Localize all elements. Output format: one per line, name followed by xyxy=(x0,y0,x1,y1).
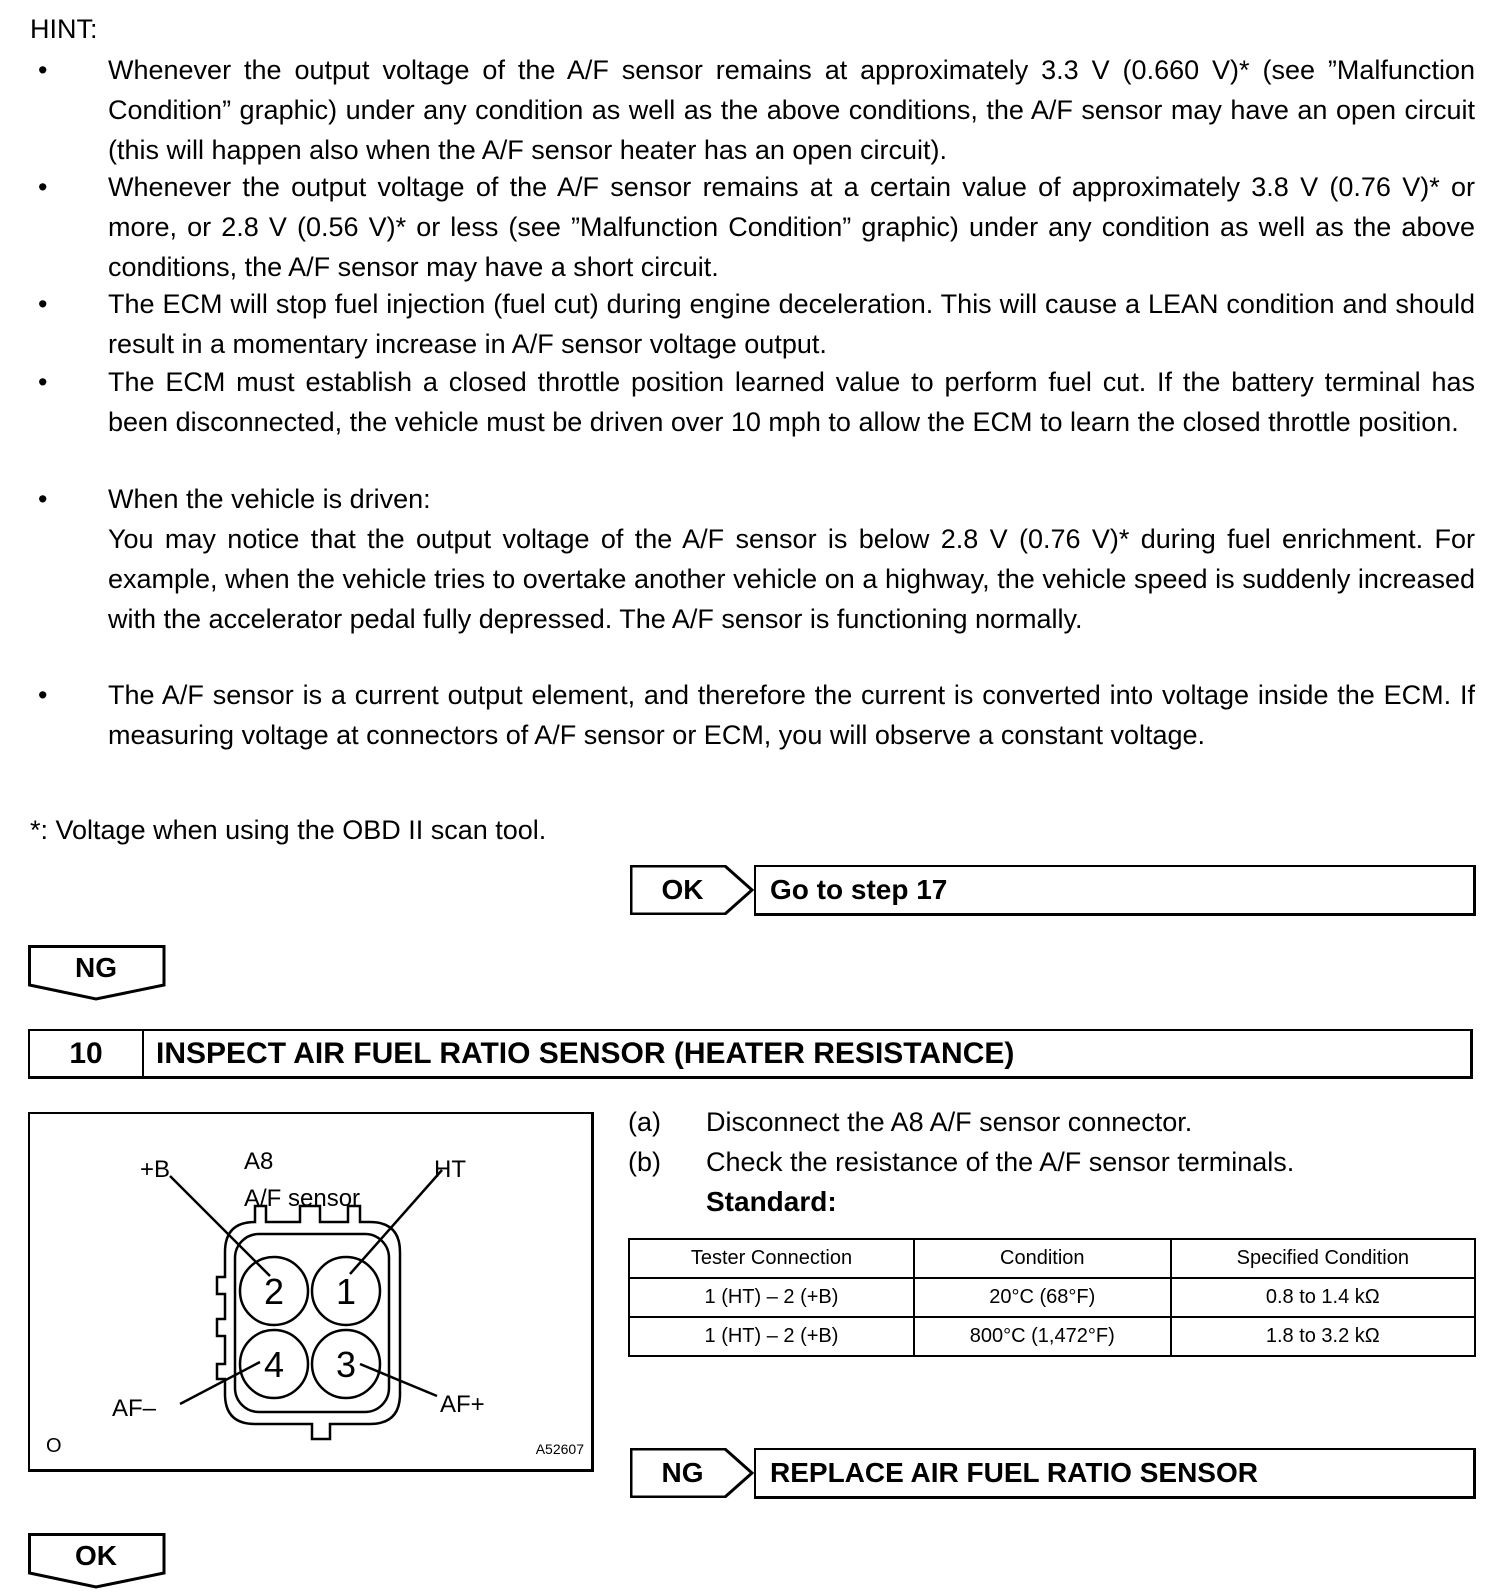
step-number: 10 xyxy=(30,1031,144,1076)
standard-label: Standard: xyxy=(706,1186,837,1217)
ng-branch-tag xyxy=(28,945,168,1001)
spec-header-row xyxy=(629,1239,1475,1278)
corner-mark: O xyxy=(46,1435,62,1457)
pin-label-2: 2 xyxy=(263,1271,285,1312)
ng-branch-label: NG xyxy=(75,952,117,983)
instruction-text: Disconnect the A8 A/F sensor connector. xyxy=(706,1107,1193,1137)
spec-cell: 0.8 to 1.4 kΩ xyxy=(1171,1278,1475,1317)
connector-housing xyxy=(217,1206,400,1439)
label-af-plus: AF+ xyxy=(440,1391,485,1418)
step-title: INSPECT AIR FUEL RATIO SENSOR (HEATER RESISTANCE) xyxy=(156,1037,1015,1070)
hint-item-text: Whenever the output voltage of the A/F sensor remains at a certain value of approximately 3.8 V (0.76 V)* or more, or 2.8 V (0.56 V)* or less (see ”Malfunction Condition” graphic) under any condition as well as the above conditions, the A/F sensor may have a short circuit. xyxy=(108,172,1475,282)
pin-label-4: 4 xyxy=(263,1344,285,1385)
hint-item-lead: When the vehicle is driven: xyxy=(108,484,431,514)
bullet-icon: • xyxy=(38,367,48,397)
hint-item-2 xyxy=(30,167,1475,284)
hint-item-6 xyxy=(30,675,1475,792)
figure-code: A52607 xyxy=(535,1441,584,1457)
connector-id: A8 xyxy=(244,1148,274,1175)
hint-item-text: The ECM must establish a closed throttle position learned value to perform fuel cut. If the battery terminal has been disconnected, the vehicle must be driven over 10 mph to allow the ECM to learn the closed throttle position. xyxy=(108,367,1475,437)
instruction-label: (b) xyxy=(628,1147,661,1177)
hint-item-4 xyxy=(30,362,1475,479)
ok-tag-label: OK xyxy=(661,874,704,905)
spec-cell: 20°C (68°F) xyxy=(914,1278,1171,1317)
leader-af-plus xyxy=(360,1364,437,1396)
bullet-icon: • xyxy=(38,55,48,85)
bullet-icon: • xyxy=(38,484,48,514)
hint-item-text: Whenever the output voltage of the A/F sensor remains at approximately 3.3 V (0.660 V)* (see ”Malfunction Condition” graphic) under any condition as well as the above conditions, the A/F sensor may have an open circuit (this will happen also when the A/F sensor heater has an open circuit). xyxy=(108,55,1475,165)
spec-cell: 1.8 to 3.2 kΩ xyxy=(1171,1317,1475,1356)
bullet-icon: • xyxy=(38,680,48,710)
spec-header-cell: Tester Connection xyxy=(629,1239,914,1278)
ng-tag xyxy=(630,1448,754,1498)
hint-item-text: You may notice that the output voltage of the A/F sensor is below 2.8 V (0.76 V)* during fuel enrichment. For example, when the vehicle tries to overtake another vehicle on a highway, the vehicle speed is suddenly increased with the accelerator pedal fully depressed. The A/F sensor is functioning normally. xyxy=(108,524,1475,634)
hint-title: HINT: xyxy=(30,14,98,44)
ok-tag xyxy=(630,865,754,915)
ok-destination: Go to step 17 xyxy=(754,865,1476,916)
instruction-label: (a) xyxy=(628,1107,661,1137)
spec-row xyxy=(629,1317,1475,1356)
ng-result-box xyxy=(630,1448,1475,1498)
ok-branch-label: OK xyxy=(75,1540,117,1571)
bullet-icon: • xyxy=(38,289,48,319)
hint-item-5 xyxy=(30,479,1475,675)
instruction-text: Check the resistance of the A/F sensor terminals. xyxy=(706,1147,1295,1177)
bullet-icon: • xyxy=(38,172,48,202)
hint-list xyxy=(30,50,1475,792)
connector-name: A/F sensor xyxy=(244,1185,361,1212)
spec-header-cell: Specified Condition xyxy=(1171,1239,1475,1278)
ok-result-box xyxy=(630,865,1475,915)
spec-cell: 1 (HT) – 2 (+B) xyxy=(629,1317,914,1356)
hint-item-text: The ECM will stop fuel injection (fuel cut) during engine deceleration. This will cause a LEAN condition and should result in a momentary increase in A/F sensor voltage output. xyxy=(108,289,1475,359)
step-header xyxy=(28,1029,1473,1079)
ng-destination: REPLACE AIR FUEL RATIO SENSOR xyxy=(754,1448,1476,1499)
label-af-minus: AF– xyxy=(112,1395,157,1422)
label-ht: HT xyxy=(434,1156,466,1183)
label-plus-b: +B xyxy=(140,1156,171,1183)
ok-branch-tag xyxy=(28,1533,168,1589)
connector-diagram xyxy=(30,1114,592,1470)
connector-figure xyxy=(28,1112,594,1472)
hint-item-text: The A/F sensor is a current output element, and therefore the current is converted into voltage inside the ECM. If measuring voltage at connectors of A/F sensor or ECM, you will observe a constant voltage. xyxy=(108,680,1475,750)
spec-row xyxy=(629,1278,1475,1317)
footnote: *: Voltage when using the OBD II scan tool. xyxy=(30,815,547,845)
pin-label-1: 1 xyxy=(335,1271,357,1312)
ng-tag-label: NG xyxy=(661,1457,704,1488)
pin-label-3: 3 xyxy=(335,1344,357,1385)
hint-item-3 xyxy=(30,284,1475,362)
spec-table xyxy=(628,1238,1476,1357)
spec-cell: 800°C (1,472°F) xyxy=(914,1317,1171,1356)
spec-header-cell: Condition xyxy=(914,1239,1171,1278)
spec-cell: 1 (HT) – 2 (+B) xyxy=(629,1278,914,1317)
leader-af-minus xyxy=(180,1362,260,1404)
hint-item-1 xyxy=(30,50,1475,167)
